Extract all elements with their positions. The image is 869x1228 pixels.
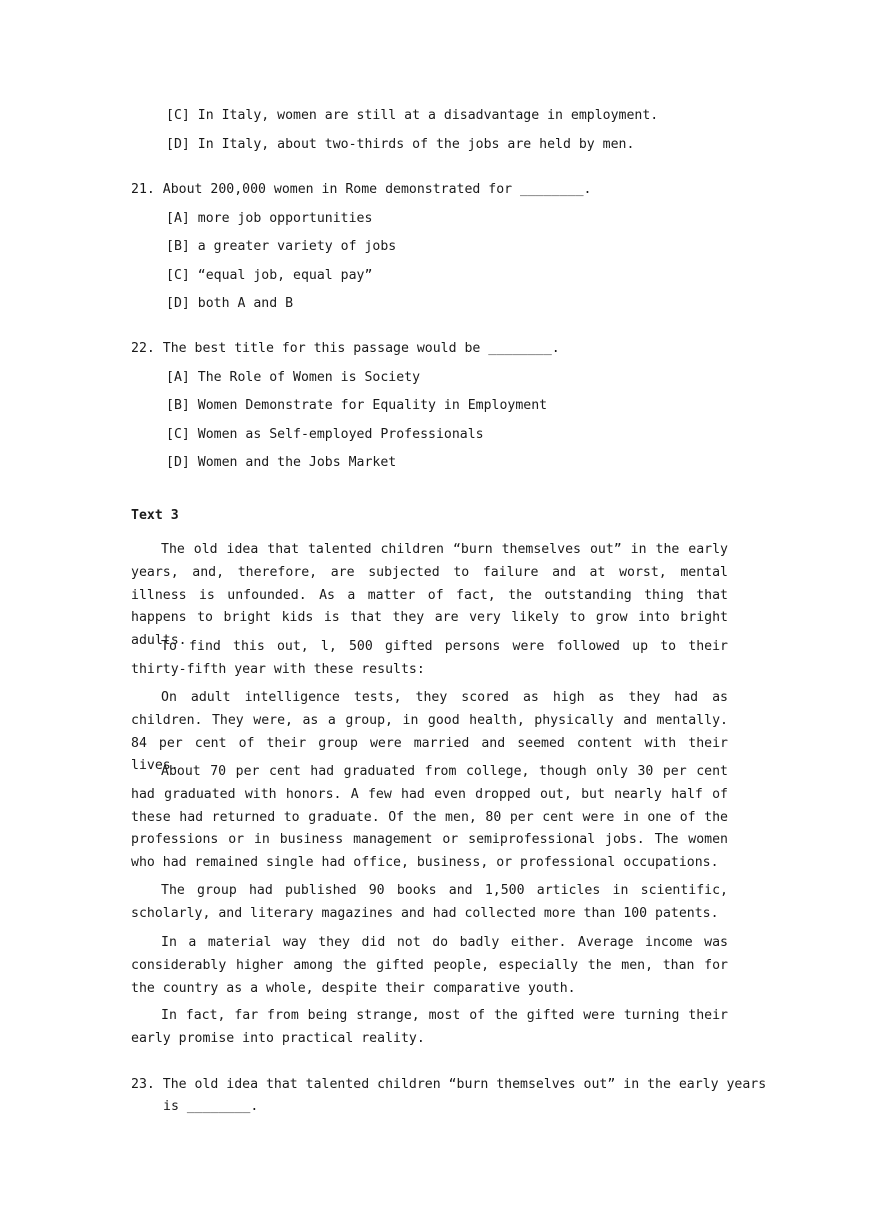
question-23-continuation: is ________. xyxy=(163,1099,259,1114)
passage-paragraph: In fact, far from being strange, most of the gifted were turning their early promise into practical reality. xyxy=(131,1008,728,1046)
passage-paragraph: The old idea that talented children “burn themselves out” in the early years, and, therefore, are subjected to failure and at worst, mental illness is unfounded. As a matter of fact, the outstanding thing that happens to bright kids is that they are very likely to grow into bright adults. xyxy=(131,542,728,649)
option-d: [D] both A and B xyxy=(166,296,294,311)
passage-paragraph: About 70 per cent had graduated from college, though only 30 per cent had graduated with honors. A few had even dropped out, but nearly half of these had returned to graduate. Of the men, 80 per cent were in one of the professions or in business management or semiprofessional jobs. The women who had remained single had office, business, or professional occupations. xyxy=(131,764,728,871)
option-b: [B] a greater variety of jobs xyxy=(166,239,397,254)
option-c: [C] “equal job, equal pay” xyxy=(166,268,373,283)
passage-paragraph: On adult intelligence tests, they scored as high as they had as children. They were, as a group, in good health, physically and mentally. 84 per cent of their group were married and seemed content with their lives. xyxy=(131,690,728,774)
option-c: [C] In Italy, women are still at a disadvantage in employment. xyxy=(166,108,659,123)
option-b: [B] Women Demonstrate for Equality in Employment xyxy=(166,398,548,413)
option-a: [A] more job opportunities xyxy=(166,211,373,226)
question-22: 22. The best title for this passage would be ________. xyxy=(131,341,560,356)
option-d: [D] In Italy, about two-thirds of the jobs are held by men. xyxy=(166,137,635,152)
option-d: [D] Women and the Jobs Market xyxy=(166,455,397,470)
option-a: [A] The Role of Women is Society xyxy=(166,370,421,385)
passage-paragraph: To find this out, l, 500 gifted persons were followed up to their thirty-fifth year with these results: xyxy=(131,639,728,677)
option-c: [C] Women as Self-employed Professionals xyxy=(166,427,484,442)
section-heading: Text 3 xyxy=(131,508,179,523)
passage-paragraph: In a material way they did not do badly either. Average income was considerably higher among the gifted people, especially the men, than for the country as a whole, despite their comparative youth. xyxy=(131,935,728,996)
passage-paragraph: The group had published 90 books and 1,500 articles in scientific, scholarly, and literary magazines and had collected more than 100 patents. xyxy=(131,883,728,921)
question-21: 21. About 200,000 women in Rome demonstrated for ________. xyxy=(131,182,592,197)
question-23: 23. The old idea that talented children “burn themselves out” in the early years xyxy=(131,1077,767,1092)
